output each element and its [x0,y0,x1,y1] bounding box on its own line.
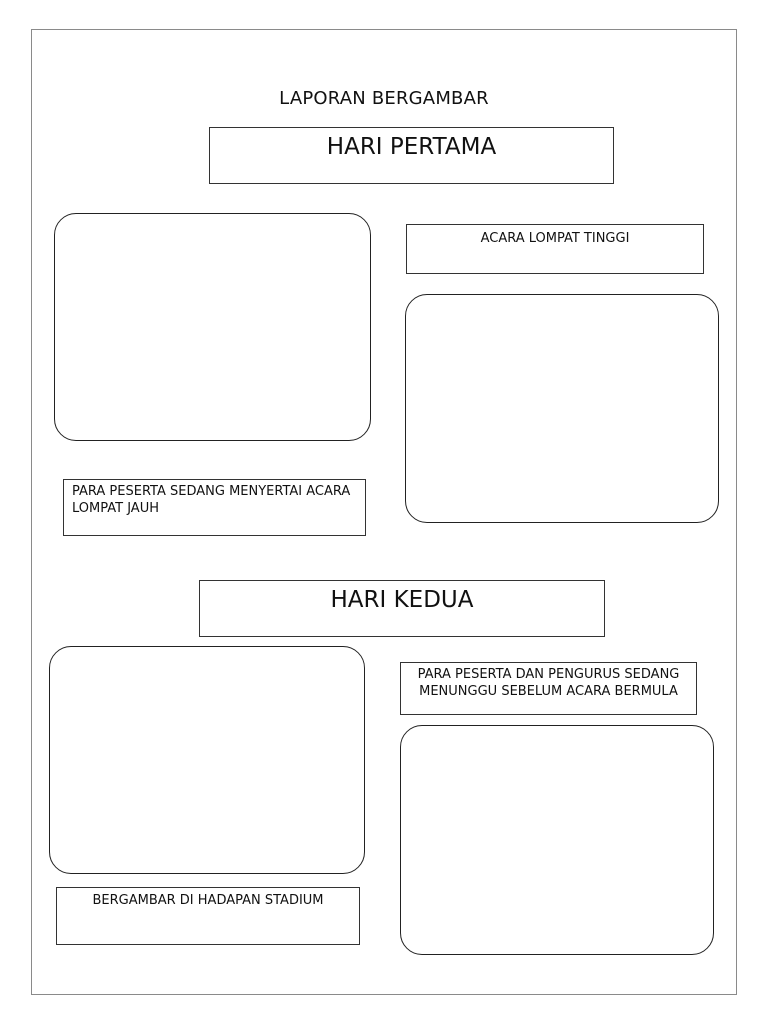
high-jump-caption: ACARA LOMPAT TINGGI [406,224,704,274]
day-one-photo-frame-left [54,213,371,441]
day-two-photo-frame-right [400,725,714,955]
waiting-caption: PARA PESERTA DAN PENGURUS SEDANG MENUNGGU SEBELUM ACARA BERMULA [400,662,697,715]
report-title: LAPORAN BERGAMBAR [279,88,489,109]
day-two-photo-frame-left [49,646,365,874]
stadium-caption: BERGAMBAR DI HADAPAN STADIUM [56,887,360,945]
day-one-photo-frame-right [405,294,719,523]
day-two-heading-box: HARI KEDUA [199,580,605,637]
day-one-heading-box: HARI PERTAMA [209,127,614,184]
long-jump-caption: PARA PESERTA SEDANG MENYERTAI ACARA LOMPAT JAUH [63,479,366,536]
